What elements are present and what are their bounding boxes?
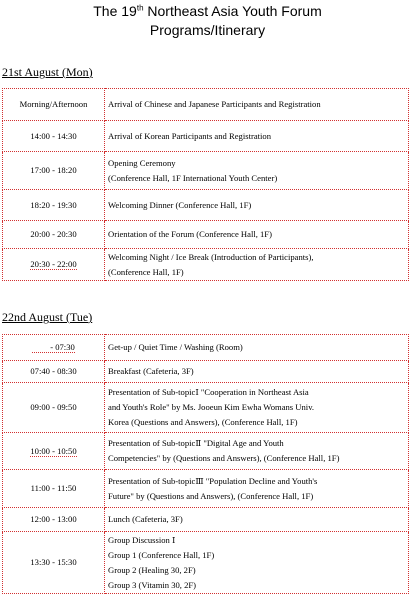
table-row [3,361,409,383]
table-row [3,121,409,152]
time-cell: 18:20 - 19:30 [3,190,105,221]
day2-heading: 22nd August (Tue) [2,310,93,324]
table-row [3,190,409,221]
time-cell: 13:30 - 15:30 [3,532,105,594]
time-cell: 10:00 - 10:50 [3,433,105,470]
document-title [0,2,415,40]
table-row [3,89,409,121]
activity-cell: Orientation of the Forum (Conference Hall, 1F) [105,221,409,249]
table-row [3,383,409,433]
day1-schedule-table [2,88,409,281]
subtitle-line: Programs/Itinerary [149,22,266,38]
table-row [3,221,409,249]
table-row [3,249,409,281]
time-cell: 09:00 - 09:50 [3,383,105,433]
time-cell: 12:00 - 13:00 [3,508,105,532]
time-cell: - 07:30 [3,335,105,361]
activity-cell: Breakfast (Cafeteria, 3F) [105,361,409,383]
day2-schedule-table [2,334,409,594]
day1-heading: 21st August (Mon) [2,65,93,79]
table-row [3,433,409,470]
activity-cell: Presentation of Sub-topicⅢ "Population Decline and Youth's Future" by (Questions and Answers), (Conference Hall, 1F) [105,470,409,508]
activity-cell: Opening Ceremony (Conference Hall, 1F International Youth Center) [105,152,409,190]
activity-cell: Lunch (Cafeteria, 3F) [105,508,409,532]
time-cell: 14:00 - 14:30 [3,121,105,152]
table-row [3,152,409,190]
title-line: The 19th Northeast Asia Youth Forum [93,3,322,19]
table-row [3,532,409,594]
time-cell: 11:00 - 11:50 [3,470,105,508]
table-row [3,508,409,532]
table-row [3,335,409,361]
activity-cell: Welcoming Dinner (Conference Hall, 1F) [105,190,409,221]
activity-cell: Arrival of Chinese and Japanese Participants and Registration [105,89,409,121]
time-cell: Morning/Afternoon [3,89,105,121]
activity-cell: Arrival of Korean Participants and Registration [105,121,409,152]
activity-cell: Group Discussion Ⅰ Group 1 (Conference Hall, 1F) Group 2 (Healing 30, 2F) Group 3 (Vitamin 30, 2F) [105,532,409,594]
time-cell: 20:30 - 22:00 [3,249,105,281]
activity-cell: Presentation of Sub-topicⅠ "Cooperation in Northeast Asia and Youth's Role" by Ms. Jooeun Kim Ewha Womans Univ. Korea (Questions and Answers), (Conference Hall, 1F) [105,383,409,433]
table-row [3,470,409,508]
time-cell: 17:00 - 18:20 [3,152,105,190]
time-cell: 07:40 - 08:30 [3,361,105,383]
activity-cell: Presentation of Sub-topicⅡ "Digital Age and Youth Competencies" by (Questions and Answers), (Conference Hall, 1F) [105,433,409,470]
activity-cell: Welcoming Night / Ice Break (Introduction of Participants), (Conference Hall, 1F) [105,249,409,281]
time-cell: 20:00 - 20:30 [3,221,105,249]
activity-cell: Get-up / Quiet Time / Washing (Room) [105,335,409,361]
